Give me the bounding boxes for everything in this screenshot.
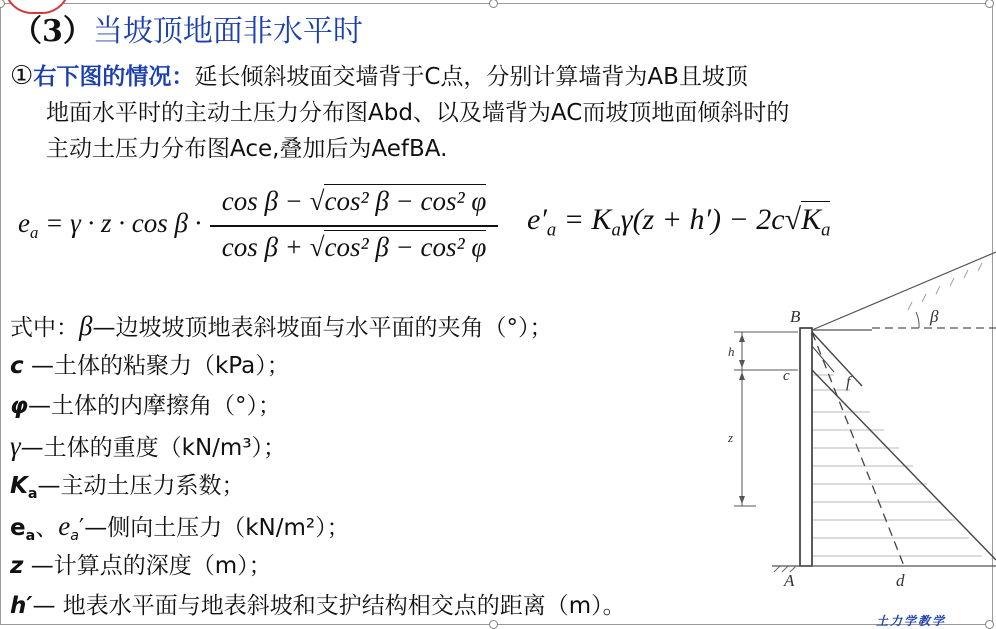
fraction-bar	[210, 225, 498, 227]
formula-ea-lhs: $e_a = \gamma \cdot z \cdot \cos \beta$ ·	[18, 208, 202, 242]
earth-pressure-diagram	[712, 250, 996, 590]
footer-watermark: 土力学教学	[876, 614, 947, 628]
section-number: （3）	[12, 14, 93, 49]
def-z: z —计算点的深度（m）；	[10, 553, 272, 579]
beta-angle-arc	[916, 312, 919, 328]
intro-text-3: 主动土压力分布图Ace,叠加后为AefBA.	[46, 136, 448, 162]
case-label: 右下图的情况：	[33, 64, 195, 90]
def-ka: $K_a—$主动土压力系数；	[10, 473, 245, 502]
def-ea: $e_a$、$e_a'—$侧向土压力（kN/m²）；	[10, 511, 350, 544]
retaining-wall	[800, 328, 812, 566]
intro-line-3	[10, 131, 970, 167]
section-heading	[12, 6, 363, 50]
intro-line-1	[10, 58, 970, 95]
circled-number-marker: ①	[10, 61, 34, 91]
resize-handle-top-center[interactable]	[489, 0, 498, 8]
formula-ea-prime: $e'_a = K_a\gamma(z + h') - 2c√K_a$	[527, 203, 831, 241]
label-B: B	[790, 307, 801, 326]
symbol-definitions	[10, 306, 626, 626]
label-A: A	[784, 571, 795, 590]
pressure-boundary-dashed-d	[812, 332, 904, 566]
intro-text-1: 延长倾斜坡面交墙背于C点，分别计算墙背为AB且坡顶	[194, 64, 748, 90]
label-d: d	[896, 571, 905, 590]
section-title: 当坡顶地面非水平时	[92, 14, 363, 49]
def-h: h′— 地表水平面与地表斜坡和支护结构相交点的距离（m）。	[10, 593, 626, 619]
resize-handle-top-right[interactable]	[985, 0, 994, 8]
intro-line-2	[10, 95, 970, 131]
fraction-numerator: cos β − √cos² β − cos² φ	[221, 186, 487, 216]
slope-soil-hatching	[908, 263, 982, 310]
pressure-boundary-Ae	[812, 370, 996, 560]
label-z: z	[728, 430, 734, 445]
slope-surface-line	[812, 252, 996, 330]
label-c: c	[783, 368, 790, 384]
sqrt-sign: √	[309, 186, 325, 216]
label-f: f	[846, 374, 851, 391]
dimension-lines	[734, 332, 798, 506]
def-phi: φ—土体的内摩擦角（°）；	[10, 393, 281, 419]
def-c: c —土体的粘聚力（kPa）；	[10, 353, 290, 379]
sqrt-sign: √	[784, 203, 802, 236]
fraction-denominator: cos β + √cos² β − cos² φ	[221, 232, 487, 262]
label-beta: β	[930, 307, 939, 326]
resize-handle-top-left[interactable]	[0, 0, 5, 8]
def-beta: 式中：β—边坡坡顶地表斜坡面与水平面的夹角（°）；	[10, 311, 553, 341]
radicand-ka: $K_a$	[801, 203, 831, 241]
crack-line	[812, 346, 834, 372]
intro-paragraph	[10, 58, 970, 167]
label-h: h	[728, 344, 735, 359]
horizontal-hatching	[812, 375, 982, 556]
sqrt-sign: √	[309, 232, 325, 262]
intro-text-2: 地面水平时的主动土压力分布图Abd、以及墙背为AC而坡顶地面倾斜时的	[46, 100, 790, 126]
def-gamma: γ—土体的重度（kN/m³）；	[10, 431, 287, 461]
